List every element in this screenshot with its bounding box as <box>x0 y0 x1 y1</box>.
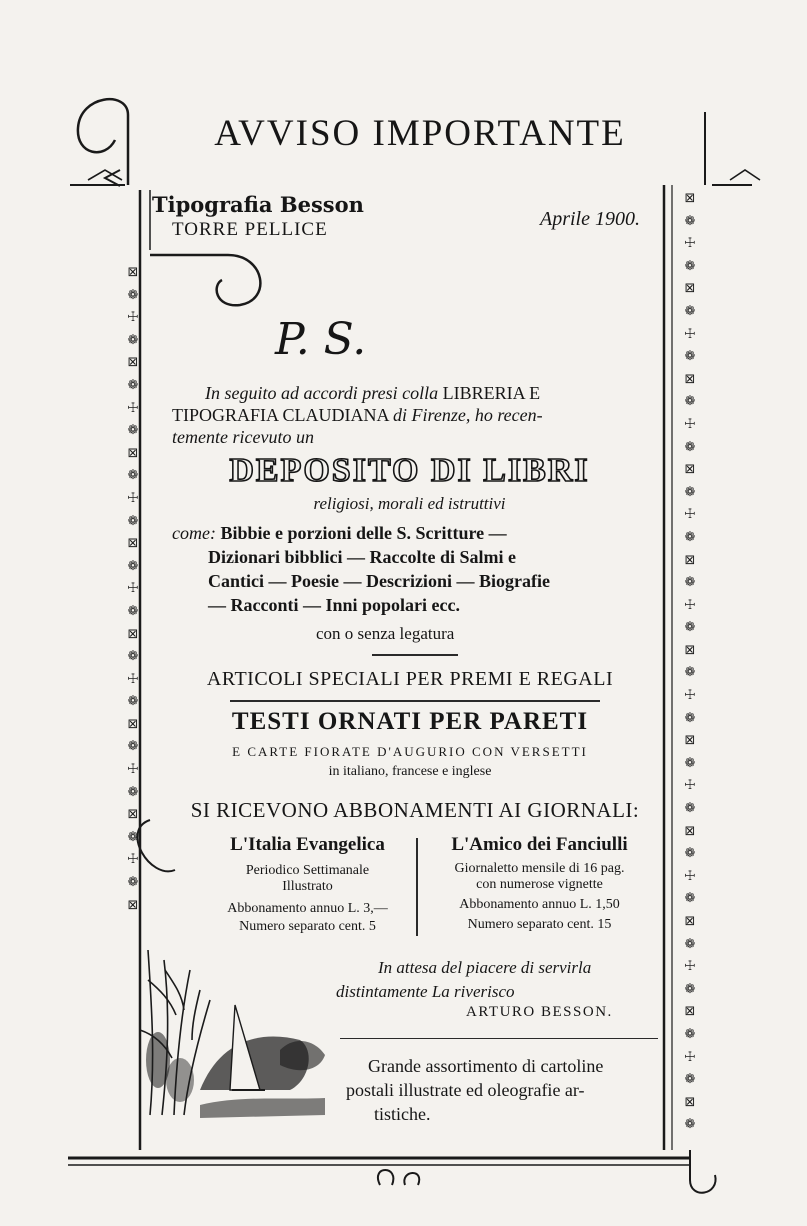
postcards-box <box>340 1038 658 1039</box>
items-text-1: Bibbie e porzioni delle S. Scritture — <box>220 523 507 543</box>
ornament-glyph: ❁ <box>684 349 696 365</box>
ornament-glyph: ❁ <box>127 875 139 891</box>
ornament-glyph: ❁ <box>684 529 696 545</box>
ornament-glyph: ❁ <box>684 620 696 636</box>
ornament-glyph: ⊠ <box>684 1094 696 1110</box>
ornament-glyph: ❁ <box>127 332 139 348</box>
ornament-glyph: ❁ <box>684 846 696 862</box>
items-line-3: Cantici — Poesie — Descrizioni — Biografie <box>208 571 550 591</box>
deposit-subtitle: religiosi, morali ed istruttivi <box>313 494 506 513</box>
intro-line-2-italic: di Firenze, ho recen- <box>393 405 543 425</box>
right-journal-line-2: con numerose vignette <box>476 877 603 892</box>
column-divider <box>416 838 418 936</box>
left-journal-line-3: Abbonamento annuo L. 3,— <box>227 901 388 916</box>
ornament-glyph: ⊠ <box>684 733 696 749</box>
left-journal-line-2: Illustrato <box>282 879 333 894</box>
divider-short <box>372 654 458 656</box>
ornament-glyph: ⊠ <box>684 552 696 568</box>
ornament-glyph: ❁ <box>684 258 696 274</box>
intro-line-1-caps: LIBRERIA E <box>442 383 541 403</box>
deposit-heading: DEPOSITO DI LIBRI <box>229 452 590 489</box>
intro-line-1 <box>205 382 540 404</box>
ornament-glyph: ⊠ <box>684 823 696 839</box>
ornament-glyph: ☩ <box>684 507 696 523</box>
ornament-glyph: ❁ <box>684 936 696 952</box>
ornament-glyph: ⊠ <box>127 445 139 461</box>
ornament-glyph: ❁ <box>684 484 696 500</box>
ornament-glyph: ☩ <box>127 762 139 778</box>
reeds-and-sailboat-vignette <box>140 940 340 1130</box>
ornament-glyph: ⊠ <box>127 355 139 371</box>
right-journal-line-3: Abbonamento annuo L. 1,50 <box>459 897 620 912</box>
ornament-glyph: ⊠ <box>684 1004 696 1020</box>
intro-line-3: temente ricevuto un <box>172 427 314 447</box>
right-ornament-border <box>682 188 698 1148</box>
ornament-glyph: ❁ <box>684 665 696 681</box>
items-prefix: come: <box>172 523 216 543</box>
ornament-glyph: ❁ <box>684 394 696 410</box>
ornament-glyph: ❁ <box>684 213 696 229</box>
ornament-glyph: ☩ <box>127 581 139 597</box>
ornament-glyph: ❁ <box>684 303 696 319</box>
ornament-glyph: ⊠ <box>684 281 696 297</box>
signature: ARTURO BESSON. <box>466 1004 613 1020</box>
ornament-glyph: ❁ <box>684 1117 696 1133</box>
ornament-glyph: ☩ <box>684 688 696 704</box>
ornament-glyph: ❁ <box>127 784 139 800</box>
ornament-glyph: ⊠ <box>127 716 139 732</box>
ornament-glyph: ☩ <box>127 310 139 326</box>
ornament-glyph: ❁ <box>127 694 139 710</box>
ornament-glyph: ⊠ <box>127 626 139 642</box>
ornament-glyph: ☩ <box>684 868 696 884</box>
ornament-glyph: ☩ <box>684 778 696 794</box>
ornament-glyph: ☩ <box>684 236 696 252</box>
ornament-glyph: ☩ <box>127 671 139 687</box>
left-journal-name: L'Italia Evangelica <box>230 834 385 855</box>
ornament-glyph: ☩ <box>127 490 139 506</box>
ornament-glyph: ❁ <box>127 513 139 529</box>
ornament-glyph: ☩ <box>684 1049 696 1065</box>
postcards-line-2: postali illustrate ed oleografie ar- <box>346 1080 585 1100</box>
ornament-glyph: ❁ <box>127 829 139 845</box>
intro-line-2-caps: TIPOGRAFIA CLAUDIANA <box>172 405 389 425</box>
ornament-glyph: ❁ <box>127 423 139 439</box>
ornament-glyph: ⊠ <box>684 462 696 478</box>
ornament-glyph: ⊠ <box>127 807 139 823</box>
postcards-line-3: tistiche. <box>374 1104 431 1124</box>
ornament-glyph: ❁ <box>127 377 139 393</box>
ornament-glyph: ❁ <box>127 287 139 303</box>
ornament-glyph: ☩ <box>684 326 696 342</box>
specials-heading: TESTI ORNATI PER PARETI <box>231 708 589 735</box>
right-journal-line-1: Giornaletto mensile di 16 pag. <box>454 861 625 876</box>
ornament-glyph: ❁ <box>684 710 696 726</box>
items-line-1 <box>172 522 507 544</box>
ornament-glyph: ❁ <box>684 891 696 907</box>
right-journal-line-4: Numero separato cent. 15 <box>467 917 612 932</box>
left-journal-line-4: Numero separato cent. 5 <box>239 919 376 934</box>
ornament-glyph: ❁ <box>127 558 139 574</box>
ornament-glyph: ⊠ <box>684 191 696 206</box>
intro-line-1-italic: In seguito ad accordi presi colla <box>205 383 439 403</box>
binding-note: con o senza legatura <box>316 624 455 643</box>
ornament-glyph: ❁ <box>684 801 696 817</box>
date: Aprile 1900. <box>540 208 640 230</box>
ornament-glyph: ☩ <box>127 852 139 868</box>
subscriptions-heading: SI RICEVONO ABBONAMENTI AI GIORNALI: <box>190 798 640 822</box>
postcards-line-1: Grande assortimento di cartoline <box>368 1056 604 1076</box>
specials-sub-2: in italiano, francese e inglese <box>328 764 492 779</box>
intro-line-2 <box>172 404 543 426</box>
items-line-2: Dizionari bibblici — Raccolte di Salmi e <box>208 547 516 567</box>
ornament-glyph: ❁ <box>684 1072 696 1088</box>
ornament-glyph: ❁ <box>684 575 696 591</box>
printer-city: TORRE PELLICE <box>172 219 328 240</box>
left-ornament-border <box>125 262 141 922</box>
ornament-glyph: ❁ <box>127 739 139 755</box>
ornament-glyph: ⊠ <box>684 914 696 929</box>
ornament-glyph: ☩ <box>684 597 696 613</box>
ornament-glyph: ❁ <box>127 603 139 619</box>
specials-sub-1: E CARTE FIORATE D'AUGURIO CON VERSETTI <box>232 744 588 759</box>
left-journal-line-1: Periodico Settimanale <box>245 863 370 878</box>
right-journal-name: L'Amico dei Fanciulli <box>451 834 628 855</box>
ornament-glyph: ⊠ <box>127 897 139 913</box>
ps-label: P. S. <box>275 314 367 365</box>
closing-line-1: In attesa del piacere di servirla <box>378 958 592 977</box>
ornament-glyph: ❁ <box>127 649 139 665</box>
ornament-glyph: ⊠ <box>127 536 139 552</box>
ornament-glyph: ❁ <box>684 755 696 771</box>
divider-long <box>230 700 600 702</box>
closing-line-2: distintamente La riverisco <box>336 982 515 1001</box>
ornament-glyph: ❁ <box>684 981 696 997</box>
items-line-4: — Racconti — Inni popolari ecc. <box>208 595 460 615</box>
specials-line: ARTICOLI SPECIALI PER PREMI E REGALI <box>206 668 614 690</box>
ornament-glyph: ☩ <box>684 416 696 432</box>
ornament-glyph: ☩ <box>684 959 696 975</box>
ornament-glyph: ❁ <box>684 439 696 455</box>
printer-name: Tipografia Besson <box>152 192 364 217</box>
ornament-glyph: ⊠ <box>684 371 696 387</box>
page-title: AVVISO IMPORTANTE <box>214 113 626 154</box>
ornament-glyph: ⊠ <box>684 642 696 658</box>
ornament-glyph: ⊠ <box>127 265 139 280</box>
ornament-glyph: ❁ <box>127 468 139 484</box>
ornament-glyph: ☩ <box>127 400 139 416</box>
ornament-glyph: ❁ <box>684 1026 696 1042</box>
